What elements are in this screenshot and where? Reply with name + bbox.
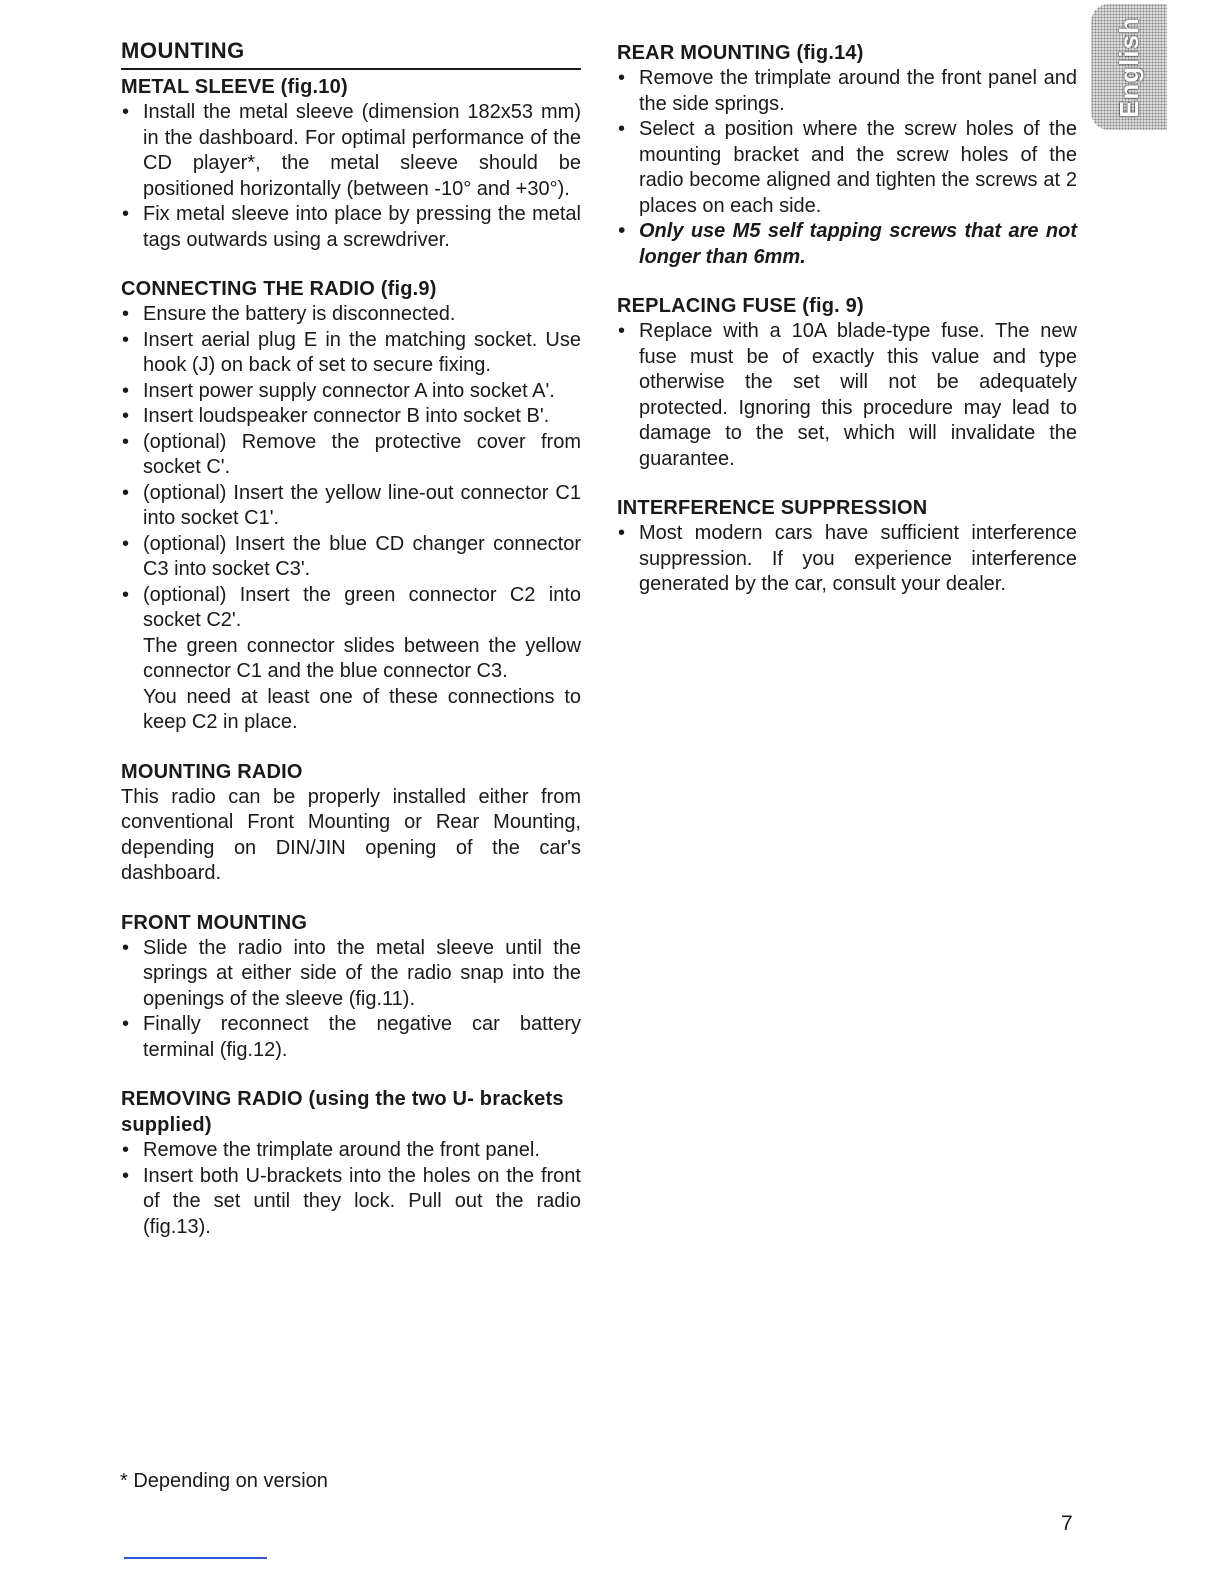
section-mounting-radio	[121, 759, 581, 887]
page-title: MOUNTING	[121, 36, 581, 70]
list-item: • Install the metal sleeve (dimension 182x53 mm) in the dashboard. For optimal performance of the CD player*, the metal sleeve should be positioned horizontally (between -10° and +30°).	[121, 100, 581, 202]
list-item: • Insert both U-brackets into the holes on the front of the set until they lock. Pull out the radio (fig.13).	[121, 1164, 581, 1241]
right-column	[617, 36, 1077, 621]
footnote: * Depending on version	[120, 1470, 328, 1492]
bullet-list	[617, 66, 1077, 270]
list-item: • Remove the trimplate around the front panel and the side springs.	[617, 66, 1077, 117]
section-heading: REAR MOUNTING (fig.14)	[617, 42, 864, 64]
list-item: • (optional) Remove the protective cover from socket C'.	[121, 430, 581, 481]
section-heading: INTERFERENCE SUPPRESSION	[617, 497, 928, 519]
section-paragraph: This radio can be properly installed either from conventional Front Mounting or Rear Mounting, depending on DIN/JIN opening of the car's dashboard.	[121, 785, 581, 884]
bullet-list	[617, 319, 1077, 472]
section-heading: METAL SLEEVE (fig.10)	[121, 76, 348, 98]
section-front-mounting	[121, 910, 581, 1064]
bullet-list	[121, 302, 581, 634]
list-item: • Fix metal sleeve into place by pressing the metal tags outwards using a screwdriver.	[121, 202, 581, 253]
warning-item: • Only use M5 self tapping screws that are not longer than 6mm.	[617, 219, 1077, 270]
section-heading: REPLACING FUSE (fig. 9)	[617, 295, 864, 317]
bullet-list	[121, 100, 581, 253]
list-item: • Insert loudspeaker connector B into socket B'.	[121, 404, 581, 430]
bullet-list	[121, 1138, 581, 1240]
language-tab	[1091, 4, 1167, 130]
section-heading: MOUNTING RADIO	[121, 760, 303, 783]
list-item: • (optional) Insert the green connector C2 into socket C2'.	[121, 583, 581, 634]
section-interference-suppression	[617, 495, 1077, 598]
list-item: • Insert aerial plug E in the matching socket. Use hook (J) on back of set to secure fixing.	[121, 328, 581, 379]
section-removing-radio	[121, 1086, 581, 1240]
connector-note: You need at least one of these connections to keep C2 in place.	[143, 685, 581, 733]
list-item: • Select a position where the screw holes of the mounting bracket and the screw holes of the radio become aligned and tighten the screws at 2 places on each side.	[617, 117, 1077, 219]
page-number: 7	[1061, 1512, 1073, 1535]
section-connecting-radio	[121, 276, 581, 736]
list-item: • Ensure the battery is disconnected.	[121, 302, 581, 328]
list-item: • Insert power supply connector A into socket A'.	[121, 379, 581, 405]
section-metal-sleeve	[121, 74, 581, 253]
section-heading: REMOVING RADIO (using the two U- brackets supplied)	[121, 1088, 564, 1136]
section-heading: FRONT MOUNTING	[121, 911, 308, 934]
list-item: • Replace with a 10A blade-type fuse. The new fuse must be of exactly this value and type otherwise the set will not be adequately protected. Ignoring this procedure may lead to damage to the set, which will invalidate the guarantee.	[617, 319, 1077, 472]
left-column	[121, 36, 581, 1263]
list-item: • Most modern cars have sufficient interference suppression. If you experience interference generated by the car, consult your dealer.	[617, 521, 1077, 598]
bullet-list	[121, 936, 581, 1064]
connector-note: The green connector slides between the yellow connector C1 and the blue connector C3.	[143, 634, 581, 682]
list-item: • (optional) Insert the yellow line-out connector C1 into socket C1'.	[121, 481, 581, 532]
bottom-rule	[124, 1557, 267, 1559]
list-item: • Finally reconnect the negative car battery terminal (fig.12).	[121, 1012, 581, 1063]
list-item: • Remove the trimplate around the front panel.	[121, 1138, 581, 1164]
list-item: • (optional) Insert the blue CD changer connector C3 into socket C3'.	[121, 532, 581, 583]
bullet-list	[617, 521, 1077, 598]
language-tab-label: English	[1113, 16, 1144, 118]
section-heading: CONNECTING THE RADIO (fig.9)	[121, 278, 437, 300]
section-replacing-fuse	[617, 293, 1077, 472]
list-item: • Slide the radio into the metal sleeve until the springs at either side of the radio snap into the openings of the sleeve (fig.11).	[121, 936, 581, 1013]
section-rear-mounting	[617, 40, 1077, 270]
